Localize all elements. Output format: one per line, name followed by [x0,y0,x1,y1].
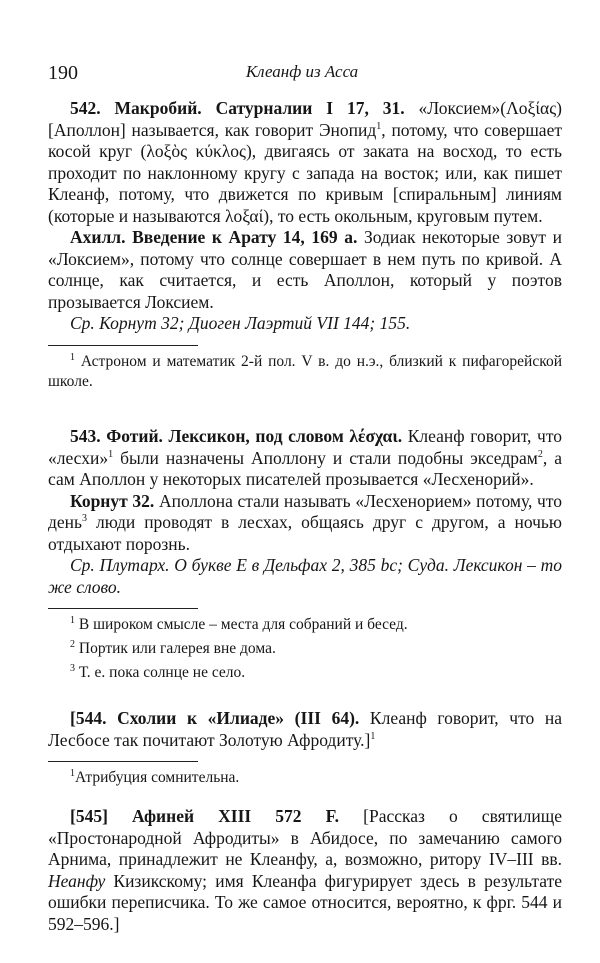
fragment-543-heading: 543. Фотий. Лексикон, под словом λέσχαι. [70,426,403,446]
fragment-543-reference: Ср. Плутарх. О букве Е в Дельфах 2, 385 bc; Суда. Лексикон – то же слово. [48,555,563,597]
page-number: 190 [48,62,78,84]
fragment-544-heading: [544. Схолии к «Илиаде» (III 64). [70,708,360,728]
page-header [48,62,556,88]
fragment-545-athenaeus: [545] Афиней XIII 572 F. [Рассказ о святилище «Простонародной Афродиты» в Абидосе, по замечанию самого Арнима, принадлежит не Клеанфу, а, возможно, ритору IV–III вв. Неанфу Кизикскому; имя Клеанфа фигурирует здесь в результате ошибки переписчика. То же самое относится, вероятно, к фрг. 544 и 592–596.] [48,806,563,934]
footnote-543-2: $^2$ Портик или галерея вне дома. [70,638,276,657]
fragment-543-photius: 543. Фотий. Лексикон, под словом λέσχαι. Клеанф говорит, что «лесхи»$^1$ были назначены Аполлону и стали подобны экседрам$^2$, а сам Аполлон у некоторых писателей прозывается «Лесхенорий». [48,426,562,489]
fragment-542 [48,98,562,392]
fragment-543-heading-2: Корнут 32. [70,490,155,511]
fragment-545 [48,806,562,935]
footnote-rule [48,345,198,346]
footnote-rule [48,761,198,762]
footnote-ref: 1 [376,120,382,132]
fragment-542-macrobius: 542. Макробий. Сатурналии I 17, 31. «Локсием»(Λοξίας) [Аполлон] называется, как говорит Энопид$^1$, потому, что совершает косой круг (λοξὸς κύκλος), двигаясь от заката на восход, то есть проходит по наклонному кругу с запада на восток; или, как пишет Клеанф, потому, что движется по кривым [спиральным] линиям (которые и называются λοξαί), то есть окольным, круговым путем. [48,98,562,226]
fragment-543-cornutus: Корнут 32. Аполлона стали называть «Лесхенорием» потому, что день$^3$ люди проводят в лесхах, общаясь друг с другом, а ночью отдыхают порознь. [48,490,562,554]
footnote-543-1: $^1$ В широком смысле – места для собраний и бесед. [70,614,408,633]
fragment-543 [48,426,562,683]
running-title: Клеанф из Асса [245,62,359,81]
fragment-544-scholia: [544. Схолии к «Илиаде» (III 64). Клеанф говорит, что на Лесбосе так почитают Золотую Афродиту.]$^1$ [48,708,563,750]
footnote-542-1: $^1$ Астроном и математик 2-й пол. V в. до н.э., близкий к пифагорейской школе. [48,351,562,390]
fragment-542-achilles: Ахилл. Введение к Арату 14, 169 а. Зодиак некоторые зовут и «Локсием», потому что солнце совершает в нем путь по кривой. А солнце, как считается, и есть Аполлон, который у поэтов прозывается Локсием. [48,227,562,312]
footnote-rule [48,608,198,609]
fragment-542-heading: 542. Макробий. Сатурналии I 17, 31. [70,98,405,118]
footnote-543-3: $^3$ Т. е. пока солнце не село. [70,662,246,681]
footnote-544-1: $^1$Атрибуция сомнительна. [70,767,240,786]
fragment-545-heading: [545] Афиней XIII 572 F. [70,806,340,826]
fragment-542-heading-2: Ахилл. Введение к Арату 14, 169 а. [70,227,358,247]
fragment-544 [48,708,562,788]
fragment-542-reference: Ср. Корнут 32; Диоген Лаэртий VII 144; 155. [70,313,411,333]
